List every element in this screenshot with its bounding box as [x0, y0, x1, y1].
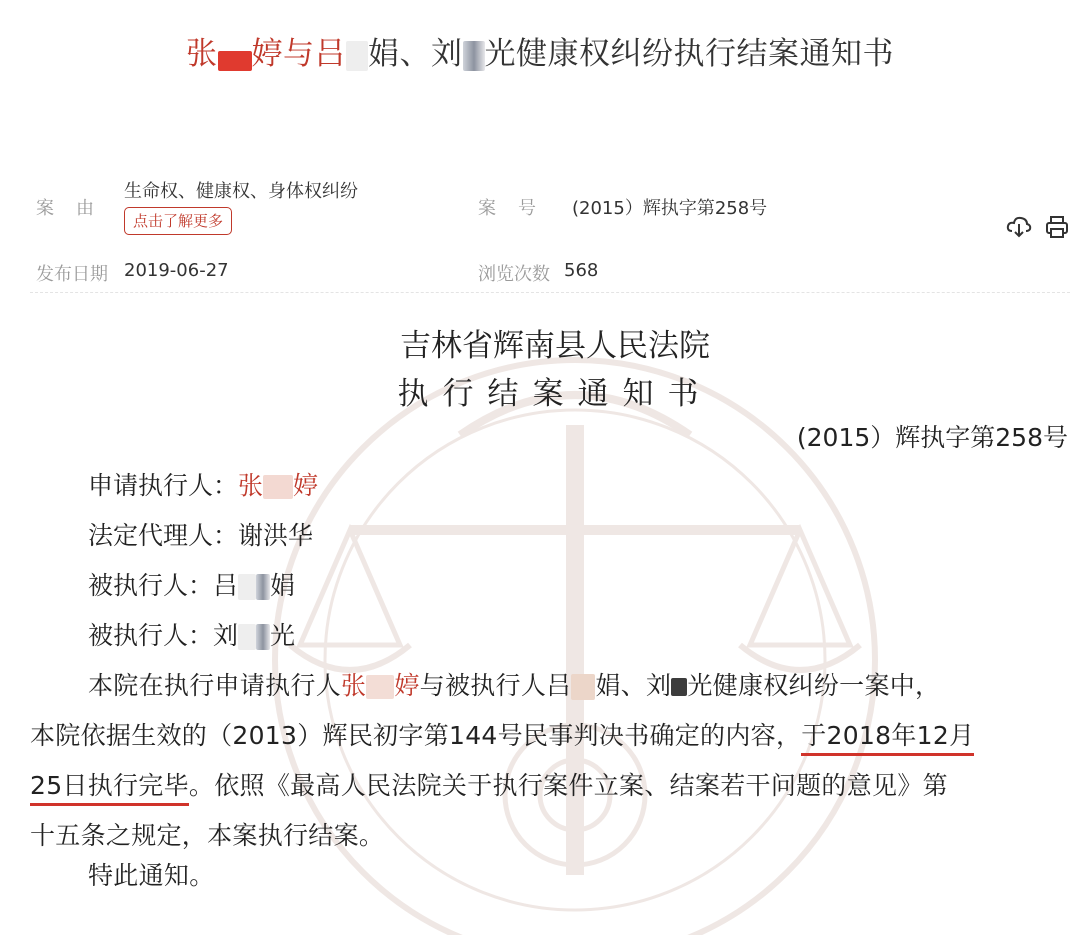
underlined-date: 25日执行完毕: [30, 771, 189, 806]
paragraph-line-3: [30, 766, 948, 802]
page-headline: [0, 28, 1080, 73]
cloud-download-icon[interactable]: [1006, 214, 1032, 240]
redaction-block: [263, 475, 293, 499]
party-applicant: [88, 466, 318, 502]
party-name: 吕: [213, 571, 239, 600]
redaction-block: [366, 675, 394, 699]
text: 本院在执行申请执行人: [88, 671, 342, 700]
redaction-block: [571, 674, 595, 700]
name-highlight: 婷: [394, 671, 420, 700]
learn-more-button[interactable]: 点击了解更多: [124, 207, 232, 235]
text: 与被执行人吕: [419, 671, 572, 700]
redaction-block: [256, 574, 270, 600]
party-label: 法定代理人：: [88, 521, 239, 550]
meta-divider: [30, 292, 1070, 293]
cause-value: 生命权、健康权、身体权纠纷: [124, 181, 358, 202]
underlined-date: 于2018年12月: [801, 721, 974, 756]
printer-icon[interactable]: [1044, 214, 1070, 240]
redaction-block: [671, 678, 687, 696]
party-respondent-2: [88, 616, 295, 652]
party-label: 申请执行人：: [88, 471, 239, 500]
party-name-end: 光: [270, 621, 296, 650]
party-respondent-1: [88, 566, 295, 602]
party-name: 张: [238, 471, 264, 500]
paragraph-line-1: [88, 666, 940, 702]
cause-label: 案 由: [36, 198, 96, 219]
headline-name-1: 张: [186, 36, 218, 72]
view-count-label: 浏览次数: [478, 264, 550, 285]
court-name: 吉林省辉南县人民法院: [400, 328, 710, 364]
document-title: 执行结案通知书: [397, 376, 713, 412]
party-name: 谢洪华: [238, 521, 314, 550]
redaction-block: [346, 41, 368, 71]
party-legal-representative: [88, 516, 313, 552]
case-number-label: 案 号: [478, 198, 538, 219]
publish-date-value: 2019-06-27: [124, 260, 229, 281]
paragraph-line-4: 十五条之规定，本案执行结案。: [30, 821, 385, 850]
view-count-value: 568: [564, 260, 599, 281]
text: 娟、刘: [595, 671, 672, 700]
closing-text: 特此通知。: [88, 861, 215, 890]
paragraph-line-2: [30, 716, 974, 752]
publish-date-label: 发布日期: [36, 264, 108, 285]
document-case-number: (2015）辉执字第258号: [796, 423, 1068, 452]
text: 本院依据生效的（2013）辉民初字第144号民事判决书确定的内容，: [30, 721, 802, 750]
text: 。依照《最高人民法院关于执行案件立案、结案若干问题的意见》第: [188, 771, 948, 800]
redaction-block: [463, 41, 485, 71]
redaction-block: [238, 574, 256, 600]
headline-text-2: 娟、刘: [368, 36, 463, 72]
party-label: 被执行人：: [88, 571, 214, 600]
party-name-end: 婷: [293, 471, 319, 500]
party-label: 被执行人：: [88, 621, 214, 650]
headline-text-3: 光健康权纠纷执行结案通知书: [484, 36, 894, 72]
party-name: 刘: [213, 621, 239, 650]
text: 光健康权纠纷一案中，: [687, 671, 941, 700]
redaction-block: [218, 51, 252, 71]
party-name-end: 娟: [270, 571, 296, 600]
case-number-value: (2015）辉执字第258号: [572, 198, 768, 219]
redaction-block: [238, 624, 256, 650]
headline-name-1-end: 婷与吕: [251, 36, 346, 72]
name-highlight: 张: [341, 671, 367, 700]
redaction-block: [256, 624, 270, 650]
